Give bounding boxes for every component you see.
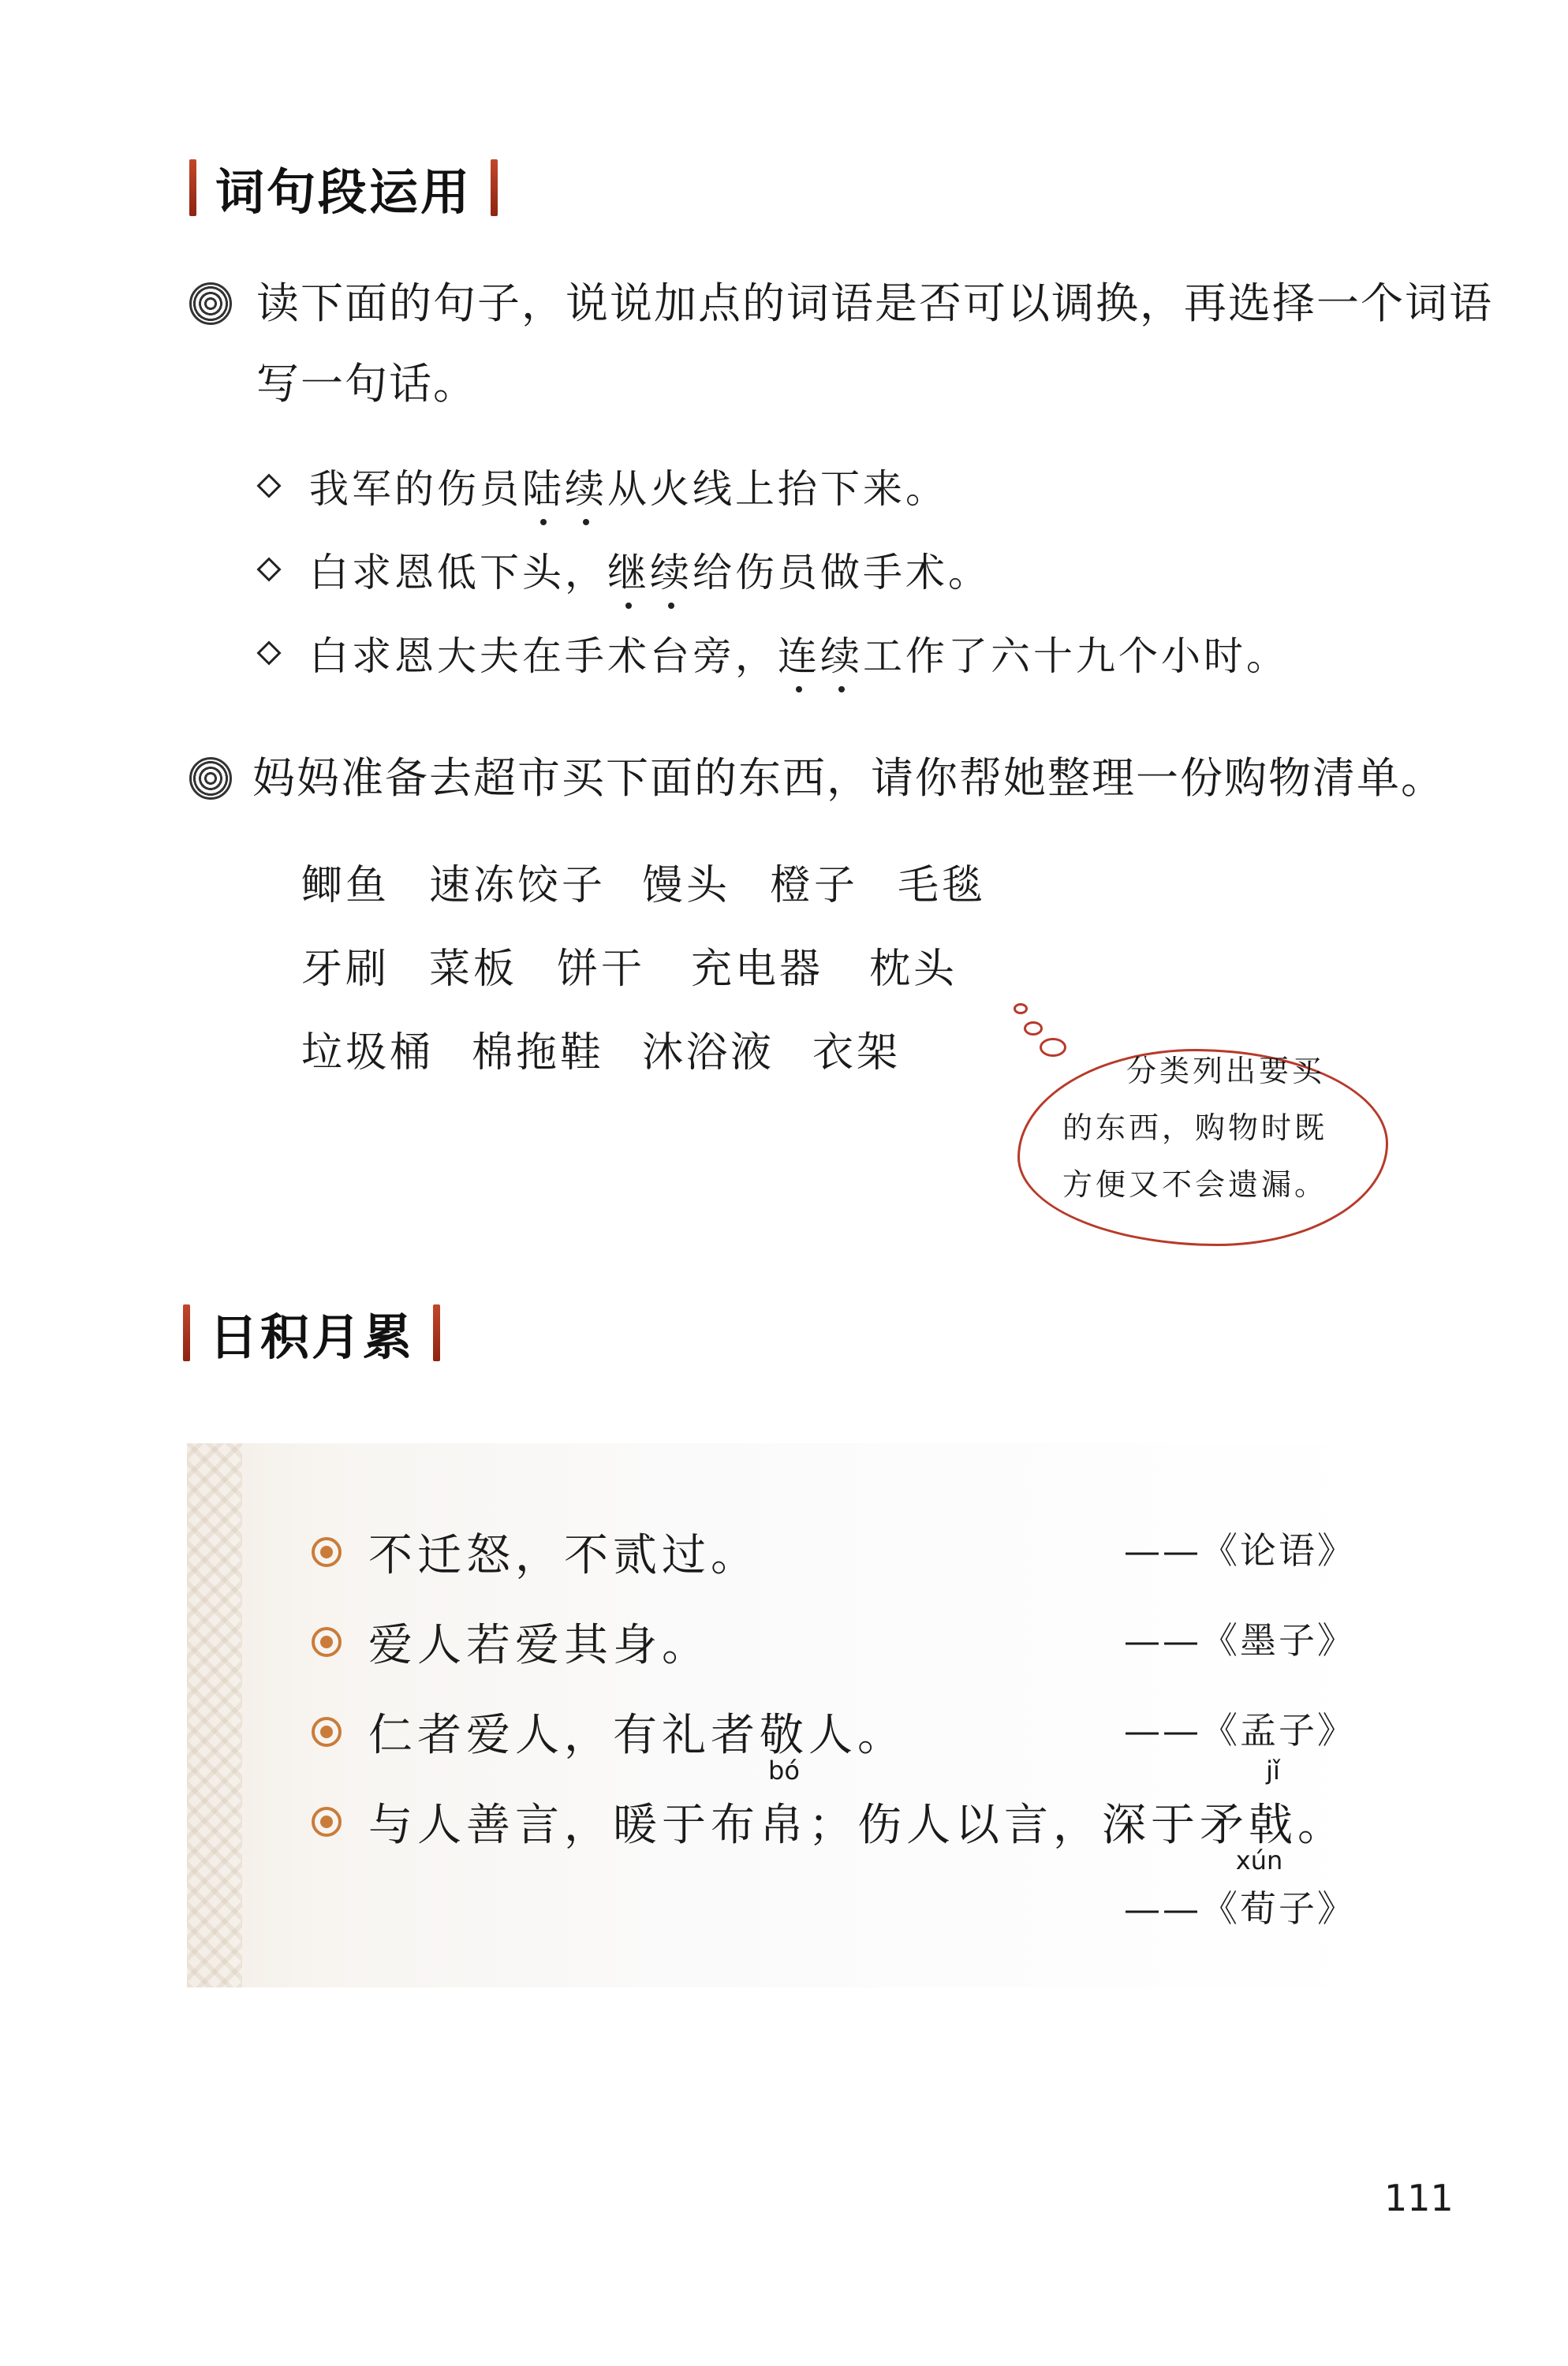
ring-bullet-icon: [312, 1537, 342, 1567]
sentence-text: 从火线上抬下来。: [607, 466, 948, 512]
shopping-item: 饼干: [557, 946, 646, 993]
char-with-pinyin: [1249, 1756, 1297, 1853]
section-heading-ri-ji-yue-lei: [183, 1301, 440, 1364]
shopping-item: 牙刷: [301, 946, 390, 993]
spiral-task-icon: [189, 282, 232, 325]
shopping-item: 橙子: [770, 862, 859, 909]
ring-bullet-icon: [312, 1717, 342, 1747]
page-number: 111: [1384, 2177, 1454, 2219]
bubble-text-line: 方便又不会遗漏。: [1062, 1167, 1328, 1202]
dotted-char: 续: [565, 457, 607, 514]
quote-text: 爱人若爱其身。: [368, 1620, 711, 1671]
diamond-bullet-icon: [256, 473, 281, 498]
shopping-items-row: [301, 852, 986, 911]
dotted-char: 续: [820, 625, 863, 681]
quote-text: 。: [1297, 1800, 1346, 1851]
bubble-text-line: 的东西，购物时既: [1062, 1110, 1328, 1145]
shopping-item: 衣架: [812, 1029, 902, 1077]
quote-source: ——《墨子》: [1124, 1619, 1356, 1662]
quote-item: [312, 1700, 906, 1763]
panel-pattern-decoration: [187, 1443, 242, 1987]
quote-source: [1124, 1845, 1356, 1932]
source-text: ——《: [1124, 1887, 1240, 1930]
quote-text: 仁者爱人，有礼者敬人。: [368, 1710, 906, 1761]
sentence-text: 白求恩低下头，: [309, 550, 607, 595]
shopping-item: 鲫鱼: [301, 862, 390, 909]
shopping-item: 速冻饺子: [429, 862, 607, 909]
bubble-text-line: 分类列出要买: [1126, 1054, 1326, 1088]
char-with-pinyin: [760, 1756, 808, 1853]
heading-bar-left: [189, 159, 196, 216]
shopping-items-row: [301, 1019, 901, 1078]
shopping-item: 馒头: [642, 862, 731, 909]
sentence-item: [260, 457, 948, 514]
thought-bubble-dot: [1024, 1021, 1043, 1036]
dotted-char: 继: [607, 541, 650, 598]
shopping-item: 毛毯: [898, 862, 987, 909]
sentence-text: 给伤员做手术。: [693, 550, 991, 595]
quote-item: [312, 1521, 760, 1584]
sentence-text: 我军的伤员: [309, 466, 522, 512]
char-with-pinyin: [1235, 1845, 1283, 1932]
dotted-char: 续: [650, 541, 693, 598]
shopping-item: 棉拖鞋: [472, 1029, 605, 1077]
thought-bubble-dot: [1014, 1003, 1028, 1014]
shopping-item: 菜板: [429, 946, 518, 993]
shopping-item: 垃圾桶: [301, 1029, 435, 1077]
source-text: 子》: [1279, 1887, 1356, 1930]
quote-text: 不迁怒，不贰过。: [368, 1530, 760, 1581]
quote-item: [312, 1610, 711, 1674]
heading-bar-left: [183, 1304, 190, 1361]
ring-bullet-icon: [312, 1627, 342, 1657]
sentence-text: 工作了六十九个小时。: [863, 633, 1289, 679]
quote-char: 戟: [1249, 1800, 1297, 1851]
heading-bar-right: [433, 1304, 440, 1361]
section-title: 日积月累: [209, 1308, 415, 1366]
task1-instruction-line2: 写一句话。: [256, 359, 477, 409]
quote-text: ；伤人以言，深于矛: [808, 1800, 1249, 1851]
diamond-bullet-icon: [256, 640, 281, 665]
sentence-item: [260, 625, 1289, 681]
task2-instruction: 妈妈准备去超市买下面的东西，请你帮她整理一份购物清单。: [252, 753, 1445, 803]
diamond-bullet-icon: [256, 557, 281, 581]
quote-text: 与人善言，暖于布: [368, 1800, 760, 1851]
shopping-item: 充电器: [691, 946, 824, 993]
sentence-text: 白求恩大夫在手术台旁，: [309, 633, 778, 679]
quote-item: [312, 1756, 1346, 1853]
section-title: 词句段运用: [215, 162, 472, 221]
thought-bubble-dot: [1040, 1038, 1066, 1057]
quote-source: ——《孟子》: [1124, 1709, 1356, 1752]
heading-bar-right: [491, 159, 498, 216]
task1-instruction-line1: 读下面的句子，说说加点的词语是否可以调换，再选择一个词语: [256, 278, 1493, 328]
pinyin-annotation: xún: [1235, 1845, 1283, 1875]
source-char: 荀: [1240, 1887, 1279, 1930]
ring-bullet-icon: [312, 1807, 342, 1837]
dotted-char: 连: [778, 625, 820, 681]
section-heading-ci-ju-duan: [189, 156, 498, 219]
sentence-item: [260, 541, 991, 598]
pinyin-annotation: jǐ: [1266, 1756, 1280, 1786]
shopping-item: 沐浴液: [642, 1029, 775, 1077]
pinyin-annotation: bó: [768, 1756, 800, 1786]
quote-char: 帛: [760, 1800, 808, 1851]
quote-source: ——《论语》: [1124, 1529, 1356, 1572]
spiral-task-icon: [189, 757, 232, 800]
shopping-items-row: [301, 935, 958, 995]
dotted-char: 陆: [522, 457, 565, 514]
shopping-item: 枕头: [869, 946, 958, 993]
